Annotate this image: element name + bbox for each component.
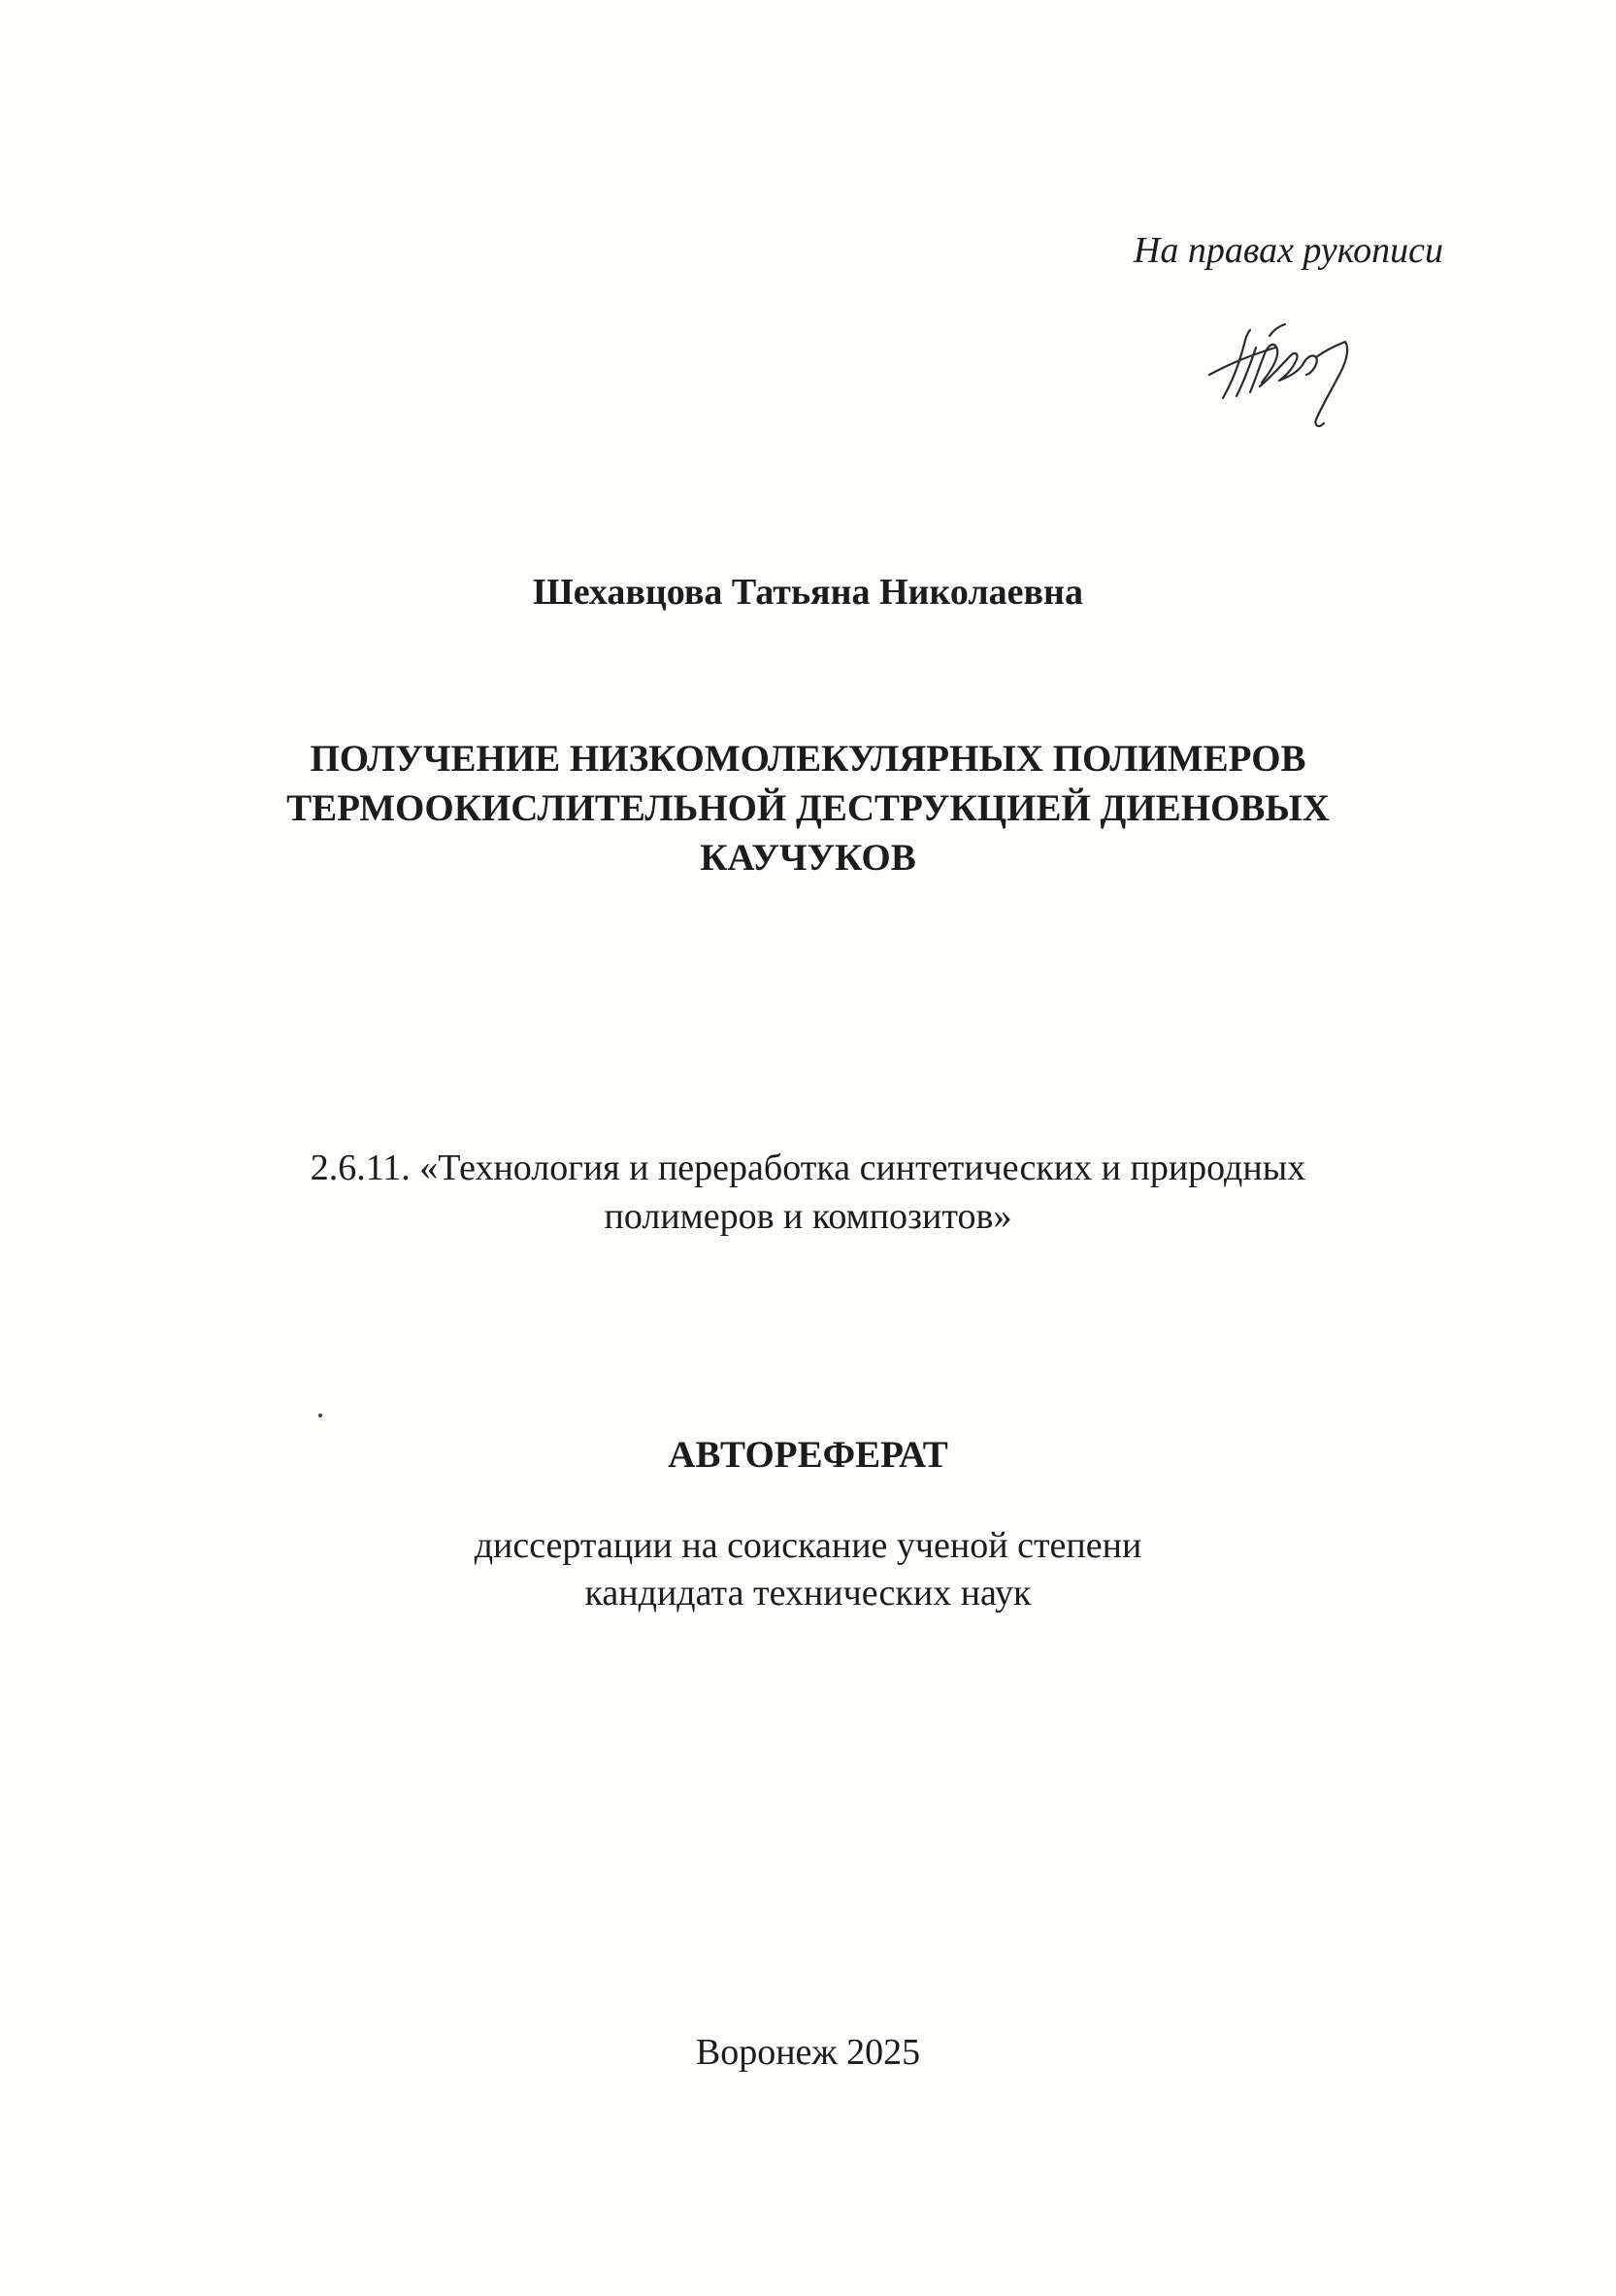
dissertation-title — [0, 734, 1616, 882]
title-line: ПОЛУЧЕНИЕ НИЗКОМОЛЕКУЛЯРНЫХ ПОЛИМЕРОВ — [310, 738, 1306, 780]
degree-line: диссертации на соискание ученой степени — [474, 1525, 1142, 1566]
author-name: Шехавцова Татьяна Николаевна — [533, 572, 1083, 613]
document-type: АВТОРЕФЕРАТ — [668, 1434, 948, 1476]
rights-note: На правах рукописи — [1133, 230, 1443, 271]
title-line: КАУЧУКОВ — [700, 837, 916, 879]
ink-speck — [318, 1414, 322, 1417]
title-line: ТЕРМООКИСЛИТЕЛЬНОЙ ДЕСТРУКЦИЕЙ ДИЕНОВЫХ — [286, 787, 1330, 829]
specialty-code — [0, 1144, 1616, 1241]
signature-image — [1202, 309, 1357, 435]
specialty-line: 2.6.11. «Технология и переработка синтетических и природных — [310, 1148, 1306, 1188]
place-year: Воронеж 2025 — [695, 2032, 921, 2073]
specialty-line: полимеров и композитов» — [604, 1196, 1012, 1237]
degree-statement — [0, 1522, 1616, 1617]
degree-line: кандидата технических наук — [584, 1573, 1032, 1614]
